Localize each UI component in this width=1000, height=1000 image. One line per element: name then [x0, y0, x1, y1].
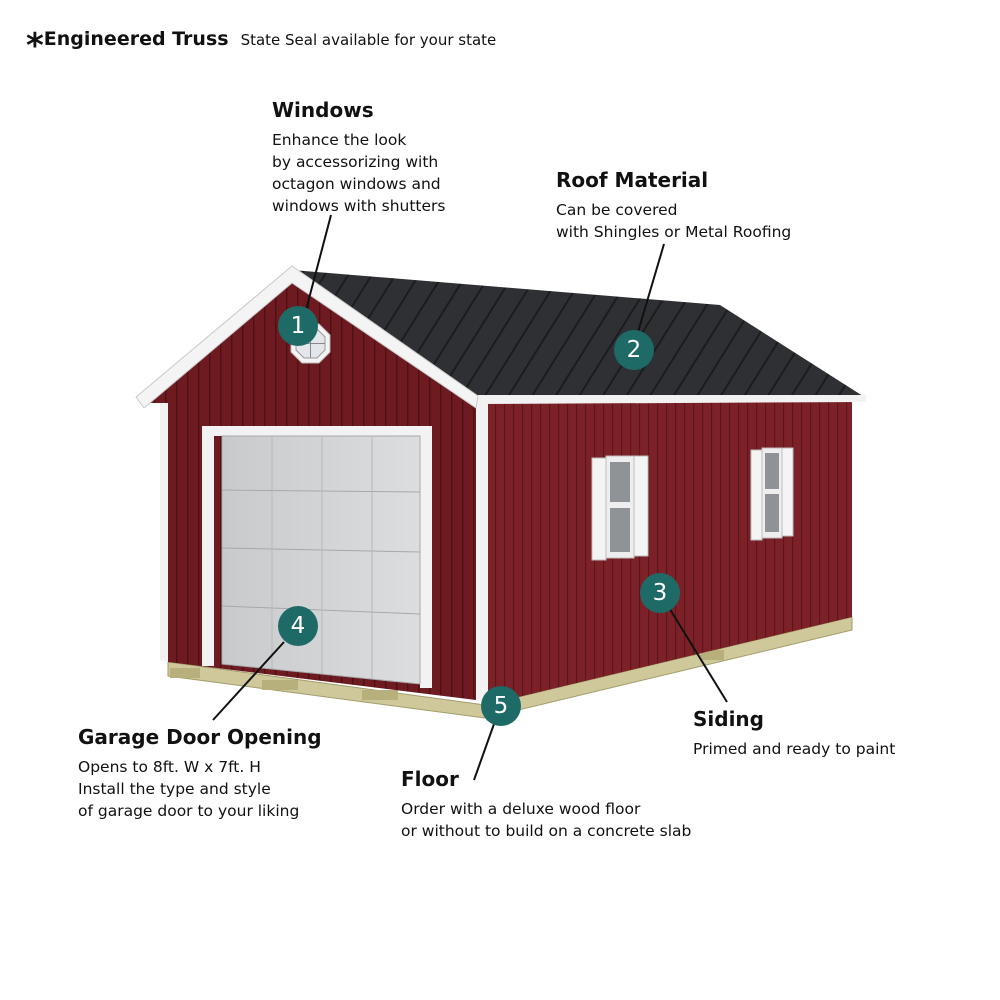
- callout-floor: [401, 767, 691, 842]
- corner-trim: [476, 403, 488, 703]
- callout-title: Roof Material: [556, 168, 709, 192]
- side-wall-siding: [483, 400, 852, 705]
- callout-title: Siding: [693, 707, 764, 731]
- callout-garage-door-opening: [78, 725, 322, 822]
- front-corner-trim: [160, 403, 168, 662]
- callout-badge-4: 4: [278, 606, 318, 646]
- header-subtitle: State Seal available for your state: [240, 31, 497, 49]
- shuttered-window-1: [592, 456, 648, 560]
- callout-line: or without to build on a concrete slab: [401, 822, 692, 840]
- shuttered-window-2: [751, 448, 793, 540]
- callout-line: Primed and ready to paint: [693, 740, 896, 758]
- callout-line: of garage door to your liking: [78, 802, 300, 820]
- callout-line: Install the type and style: [78, 780, 271, 798]
- callout-windows: [272, 98, 445, 217]
- callout-line: by accessorizing with: [272, 153, 439, 171]
- callout-roof-material: [556, 168, 791, 243]
- callout-title: Windows: [272, 98, 374, 122]
- callout-line: Order with a deluxe wood floor: [401, 800, 641, 818]
- callout-badge-1: 1: [278, 306, 318, 346]
- asterisk-mark: *: [26, 26, 44, 66]
- callout-line: windows with shutters: [272, 197, 446, 215]
- callout-siding: [693, 707, 895, 760]
- callout-line: Opens to 8ft. W x 7ft. H: [78, 758, 261, 776]
- callout-line: with Shingles or Metal Roofing: [556, 223, 792, 241]
- callout-line: Can be covered: [556, 201, 678, 219]
- callout-title: Garage Door Opening: [78, 725, 322, 749]
- header-title: Engineered Truss: [43, 28, 229, 50]
- callout-badge-3: 3: [640, 573, 680, 613]
- callout-badge-2: 2: [614, 330, 654, 370]
- garage-door: [202, 426, 432, 688]
- callout-line: Enhance the look: [272, 131, 407, 149]
- callout-badge-5: 5: [481, 686, 521, 726]
- callout-line: octagon windows and: [272, 175, 441, 193]
- callout-title: Floor: [401, 767, 459, 791]
